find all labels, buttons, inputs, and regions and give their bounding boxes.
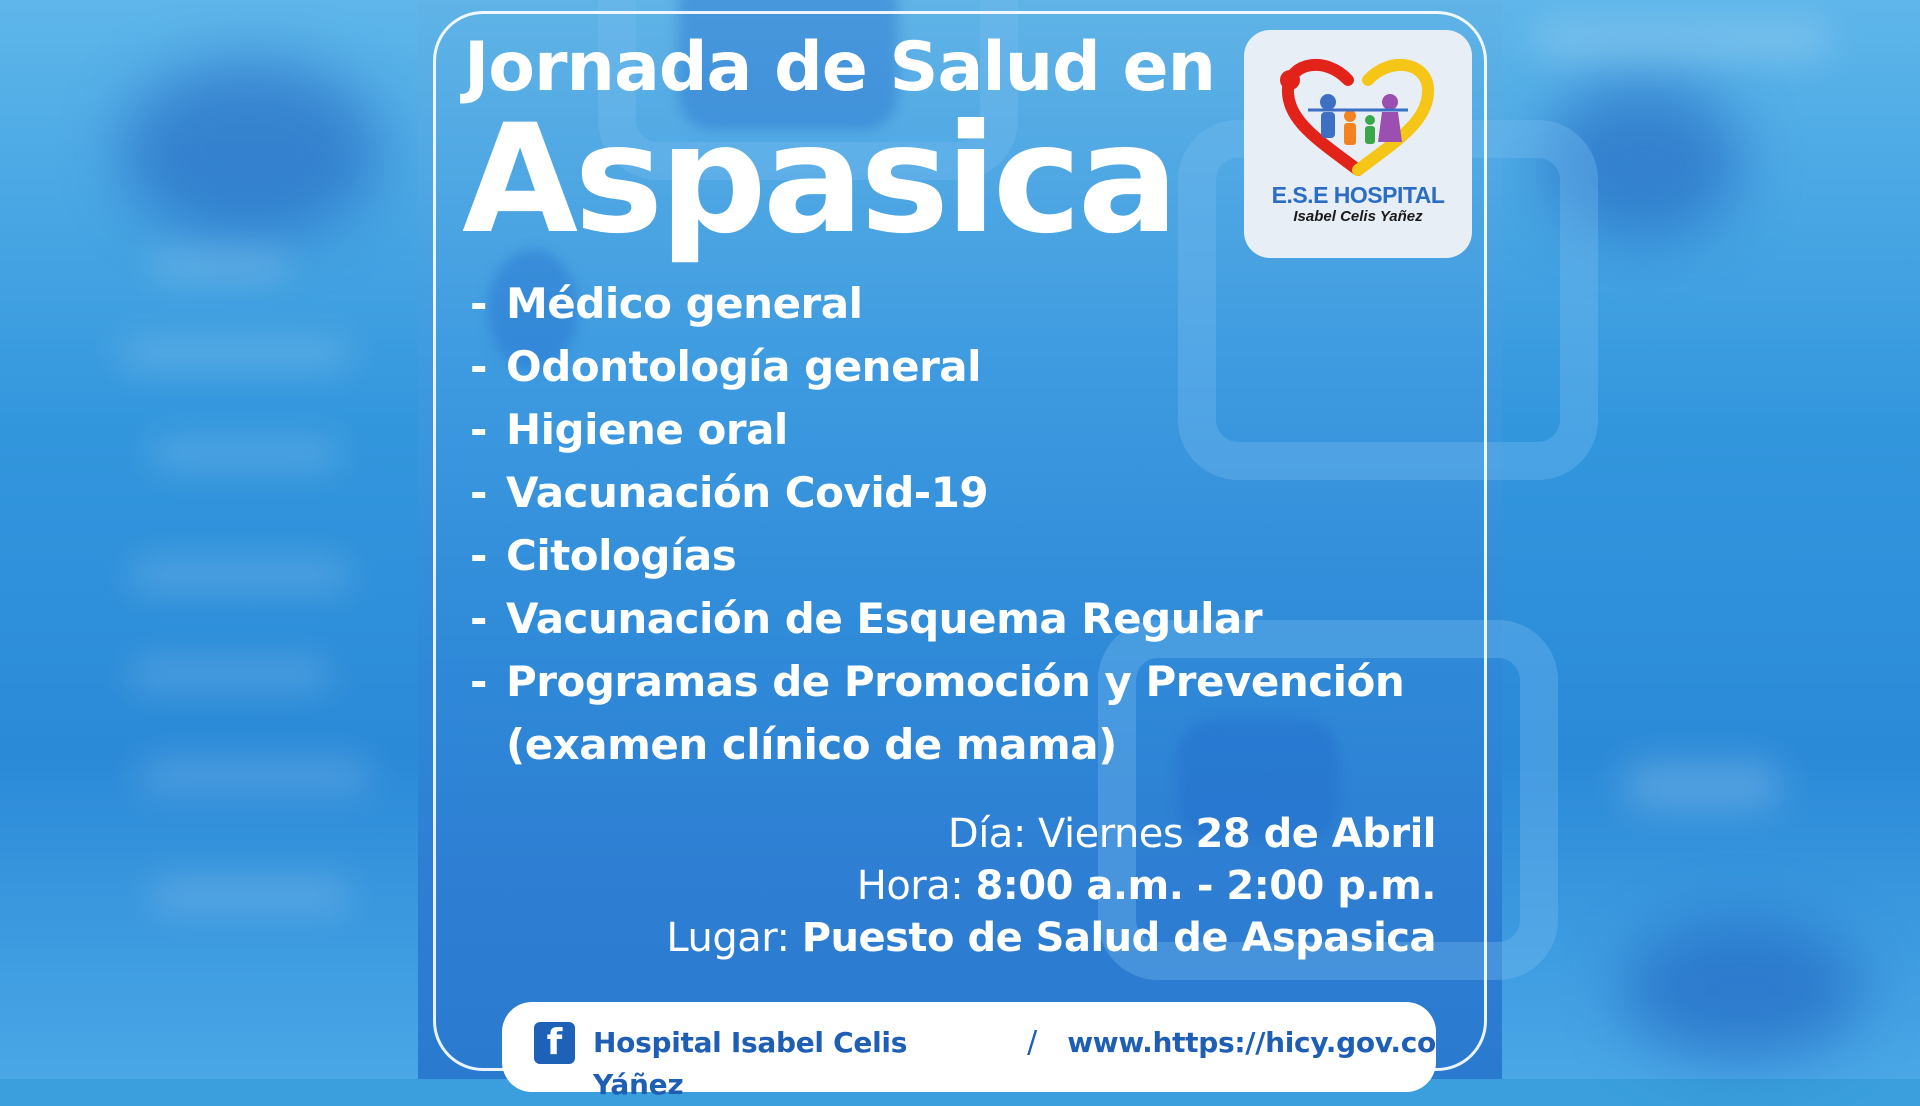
- heart-family-icon: [1278, 50, 1438, 180]
- service-label: Higiene oral: [506, 405, 788, 454]
- service-item: - Médico general: [470, 272, 1406, 335]
- service-item: - Citologías: [470, 524, 1406, 587]
- service-label: Odontología general: [506, 342, 982, 391]
- logo-hospital-text: E.S.E HOSPITAL: [1271, 182, 1445, 208]
- time-value: 8:00 a.m. - 2:00 p.m.: [975, 863, 1436, 909]
- place-label: Lugar:: [666, 915, 790, 961]
- contact-footer: [502, 1002, 1436, 1101]
- service-item: - Vacunación de Esquema Regular: [470, 587, 1406, 650]
- service-item: - Higiene oral: [470, 398, 1406, 461]
- facebook-page-link[interactable]: Hospital Isabel Celis Yáñez: [593, 1026, 908, 1101]
- event-time: [666, 860, 1436, 912]
- footer-separator: /: [1027, 1025, 1038, 1060]
- service-label: (examen clínico de mama): [506, 720, 1117, 769]
- service-item-continuation: [470, 713, 1406, 776]
- blurred-background-left: [0, 0, 418, 1079]
- logo-hospital-name: Isabel Celis Yañez: [1293, 208, 1423, 225]
- service-item: - Vacunación Covid-19: [470, 461, 1406, 524]
- day-label: Día: Viernes: [947, 811, 1184, 857]
- service-label: Vacunación Covid-19: [506, 468, 989, 517]
- poster-title-line: Jornada de Salud en: [464, 28, 1216, 107]
- service-label: Vacunación de Esquema Regular: [506, 594, 1263, 643]
- hospital-logo: [1244, 30, 1472, 258]
- event-details: [666, 808, 1436, 964]
- services-list: [470, 272, 1406, 776]
- event-day: [666, 808, 1436, 860]
- event-place: [666, 912, 1436, 964]
- website-link[interactable]: www.https://hicy.gov.co: [1067, 1026, 1436, 1059]
- day-value: 28 de Abril: [1195, 811, 1436, 857]
- health-day-poster: [418, 0, 1502, 1101]
- time-label: Hora:: [856, 863, 964, 909]
- service-item: - Programas de Promoción y Prevención: [470, 650, 1406, 713]
- service-label: Citologías: [506, 531, 737, 580]
- place-value: Puesto de Salud de Aspasica: [801, 915, 1436, 961]
- poster-title-location: Aspasica: [462, 93, 1175, 267]
- service-label: Programas de Promoción y Prevención: [506, 657, 1405, 706]
- service-label: Médico general: [506, 279, 863, 328]
- facebook-icon[interactable]: f: [534, 1022, 575, 1064]
- service-item: - Odontología general: [470, 335, 1406, 398]
